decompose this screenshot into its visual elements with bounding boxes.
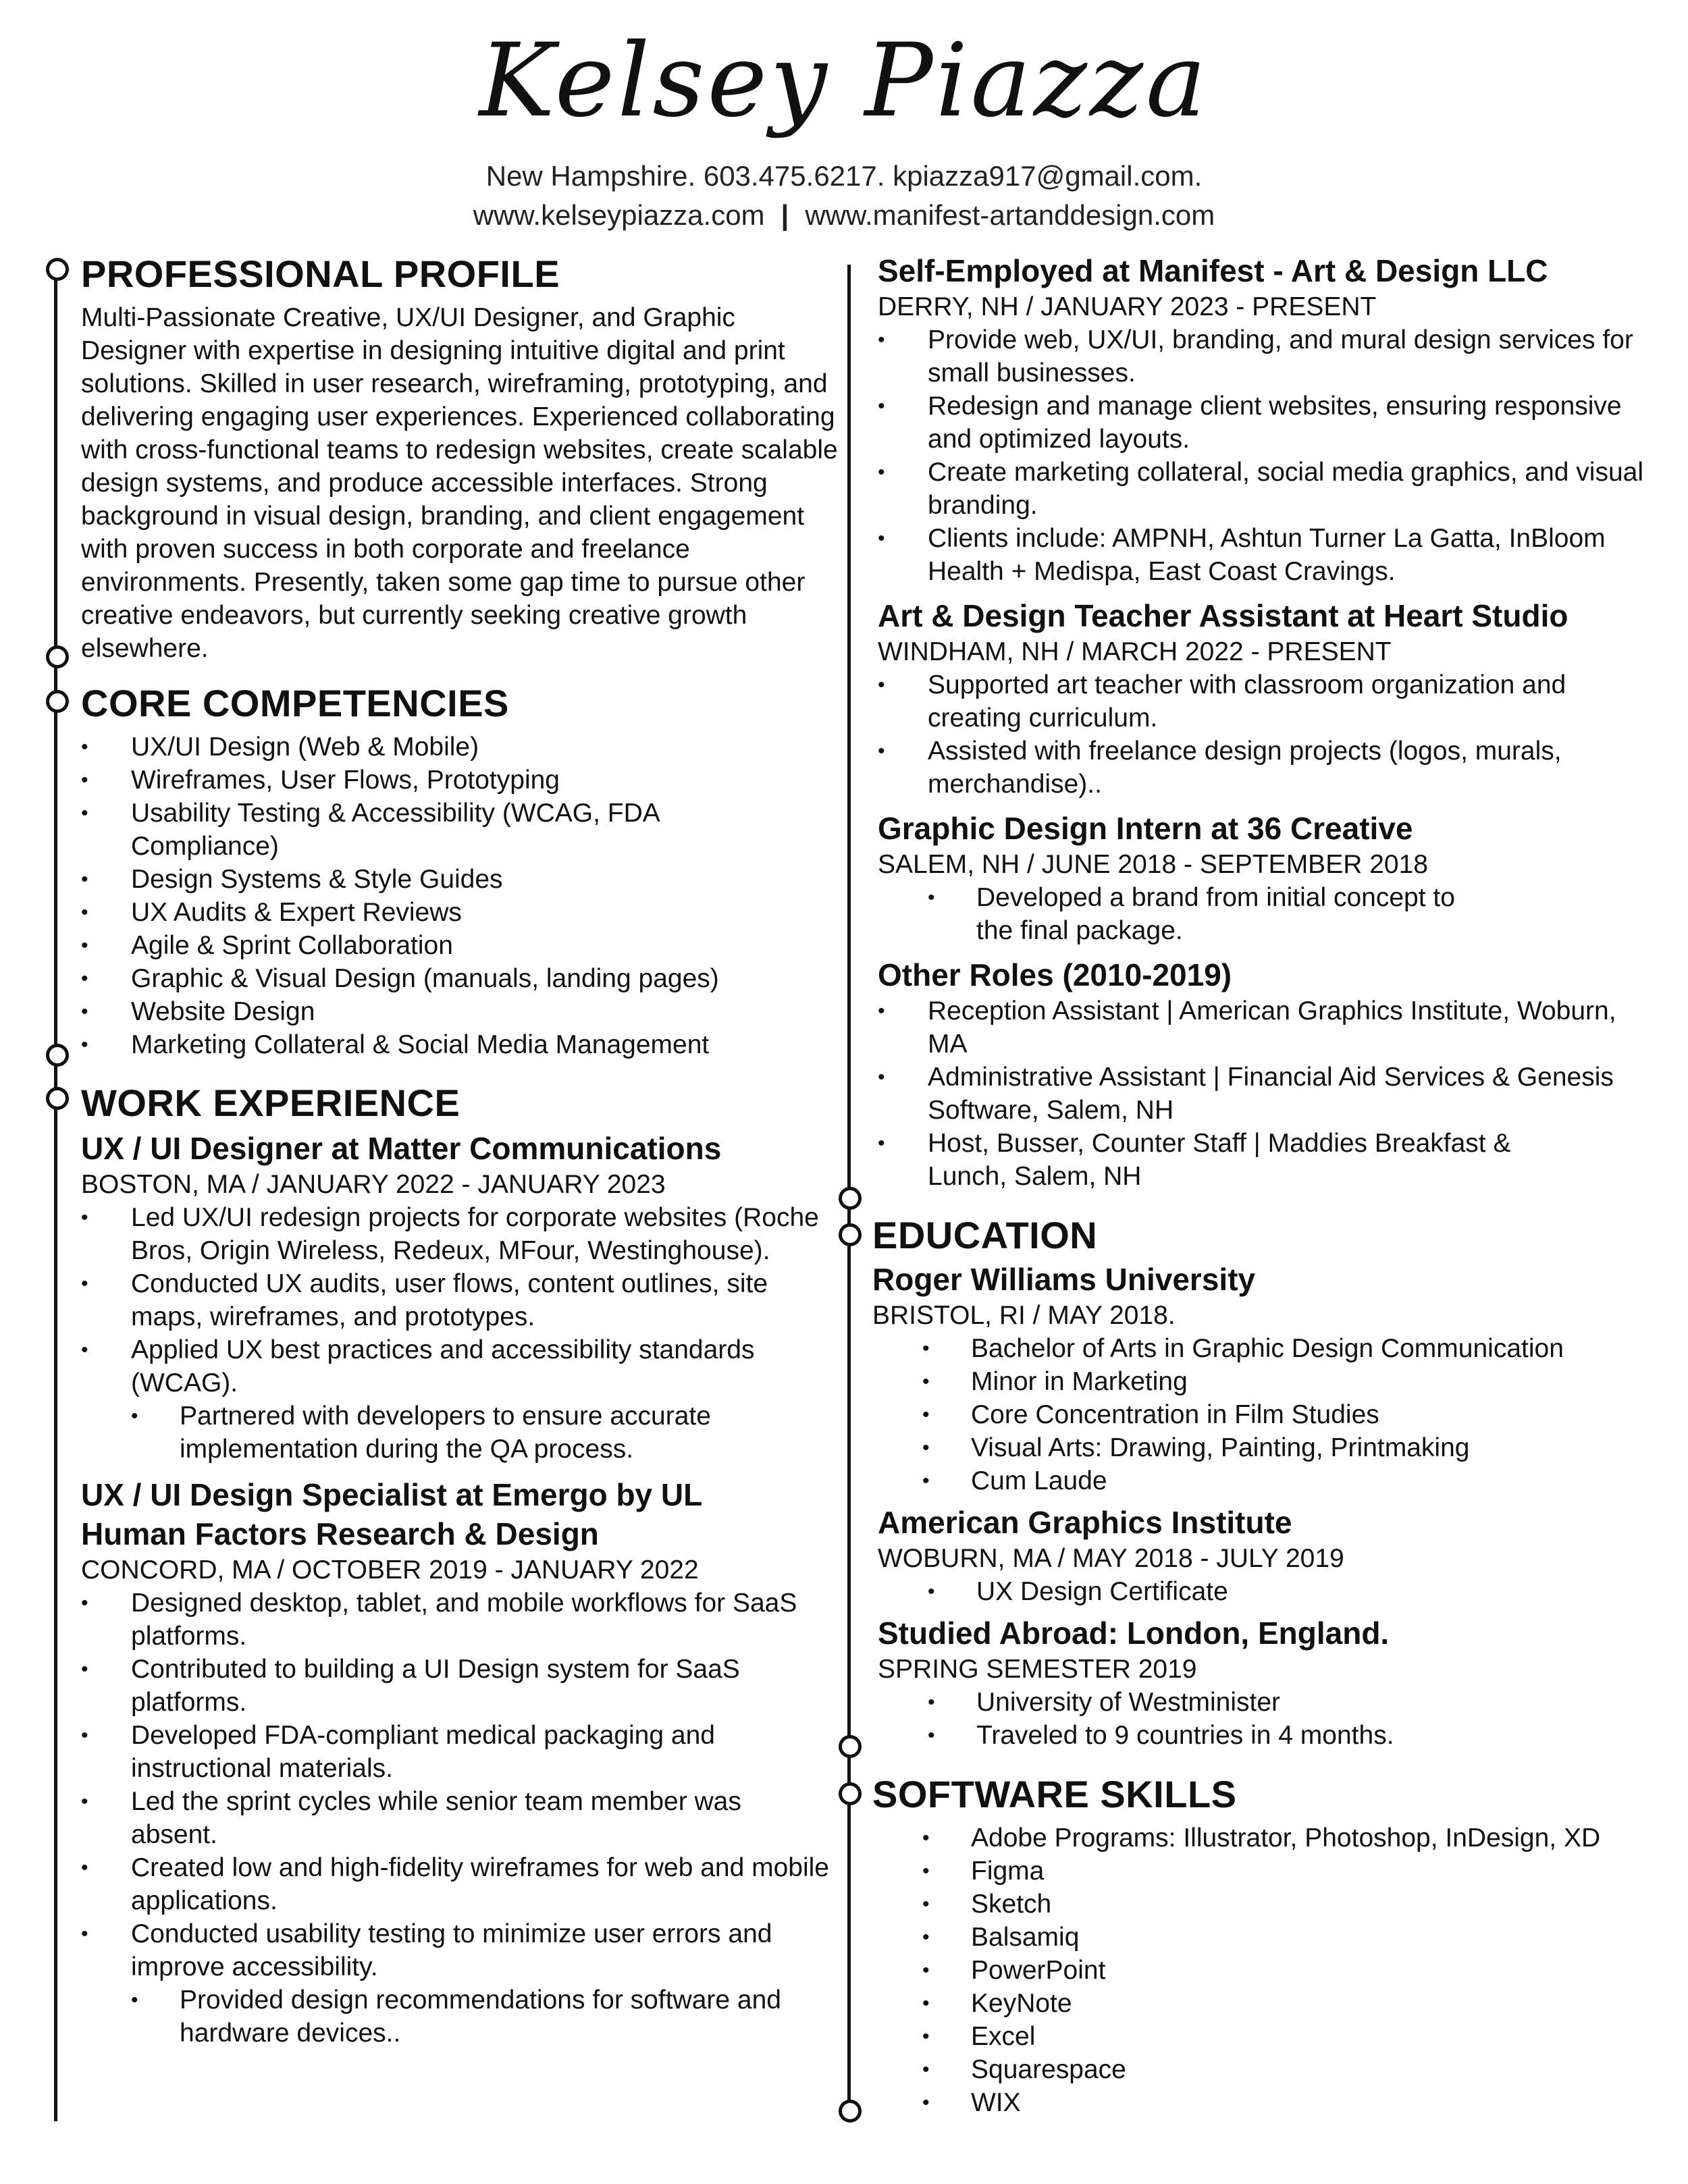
list-item: • Assisted with freelance design projects (logos, murals, merchandise)..: [878, 735, 1654, 801]
school-title: American Graphics Institute: [878, 1505, 1292, 1540]
list-item: • Wireframes, User Flows, Prototyping: [81, 764, 847, 797]
list-item: • Clients include: AMPNH, Ashtun Turner La Gatta, InBloom Health + Medispa, East Coast Cravings.: [878, 522, 1654, 588]
list-item: • Design Systems & Style Guides: [81, 863, 847, 896]
right-timeline-line: [847, 265, 851, 2101]
list-item: • Figma: [872, 1855, 1662, 1888]
list-item: • Applied UX best practices and accessibility standards (WCAG).: [81, 1333, 830, 1400]
list-item: • Designed desktop, tablet, and mobile workflows for SaaS platforms.: [81, 1587, 830, 1653]
list-item: • Create marketing collateral, social media graphics, and visual branding.: [878, 456, 1654, 522]
school-title: Roger Williams University: [872, 1262, 1256, 1297]
list-item: • Created low and high-fidelity wireframes for web and mobile applications.: [81, 1851, 830, 1917]
section-title-software: SOFTWARE SKILLS: [872, 1773, 1237, 1815]
work-section: [81, 1079, 830, 2050]
school-bullets: [878, 1686, 1662, 1752]
list-item: • WIX: [872, 2086, 1662, 2119]
section-title-profile: PROFESSIONAL PROFILE: [81, 252, 560, 295]
left-timeline-line: [54, 270, 57, 2121]
list-item: • Bachelor of Arts in Graphic Design Communication: [872, 1332, 1662, 1365]
website-separator: |: [781, 199, 789, 231]
list-item: • Visual Arts: Drawing, Painting, Printmaking: [872, 1431, 1662, 1464]
other-roles-title: Other Roles (2010-2019): [878, 957, 1232, 992]
list-item: • UX Design Certificate: [878, 1575, 1662, 1608]
list-item: • Agile & Sprint Collaboration: [81, 929, 847, 962]
timeline-node: [46, 258, 69, 281]
website-link-personal[interactable]: www.kelseypiazza.com: [473, 199, 765, 231]
job-title: UX / UI Design Specialist at Emergo by UL Human Factors Research & Design: [81, 1477, 702, 1551]
list-item: • Sketch: [872, 1888, 1662, 1921]
timeline-node: [46, 645, 69, 668]
section-title-work: WORK EXPERIENCE: [81, 1082, 460, 1124]
school-meta: BRISTOL, RI / MAY 2018.: [872, 1301, 1176, 1330]
list-item: • Usability Testing & Accessibility (WCAG, FDA Compliance): [81, 797, 698, 863]
timeline-node: [839, 1782, 862, 1805]
list-item: • Minor in Marketing: [872, 1365, 1662, 1398]
list-item: • Conducted usability testing to minimize user errors and improve accessibility.: [81, 1917, 830, 1983]
list-item: • Redesign and manage client websites, ensuring responsive and optimized layouts.: [878, 390, 1654, 456]
school-meta: WOBURN, MA / MAY 2018 - JULY 2019: [878, 1544, 1344, 1573]
job-meta: WINDHAM, NH / MARCH 2022 - PRESENT: [878, 637, 1392, 666]
experience-right-section: [878, 251, 1654, 1193]
list-item: • Balsamiq: [872, 1921, 1662, 1954]
job-bullets: [878, 881, 1654, 947]
contact-line: New Hampshire. 603.475.6217. kpiazza917@gmail.com.: [485, 160, 1203, 192]
website-link-manifest[interactable]: www.manifest-artanddesign.com: [805, 199, 1215, 231]
list-item: • Developed a brand from initial concept to the final package.: [878, 881, 1462, 947]
list-item: • Traveled to 9 countries in 4 months.: [878, 1719, 1662, 1752]
list-item: • Cum Laude: [872, 1464, 1662, 1497]
competencies-list: [81, 730, 847, 1061]
list-item: • Administrative Assistant | Financial Aid Services & Genesis Software, Salem, NH: [878, 1061, 1654, 1127]
list-item: • Marketing Collateral & Social Media Management: [81, 1028, 847, 1061]
school-title: Studied Abroad: London, England.: [878, 1616, 1390, 1651]
list-item: • Graphic & Visual Design (manuals, landing pages): [81, 962, 847, 995]
list-item: • KeyNote: [872, 1987, 1662, 2020]
list-item: • University of Westminister: [878, 1686, 1662, 1719]
job-meta: CONCORD, MA / OCTOBER 2019 - JANUARY 2022: [81, 1555, 699, 1584]
list-item: • Adobe Programs: Illustrator, Photoshop, InDesign, XD: [872, 1821, 1662, 1855]
list-item: • Developed FDA-compliant medical packaging and instructional materials.: [81, 1719, 830, 1785]
list-item: • Reception Assistant | American Graphics Institute, Woburn, MA: [878, 994, 1654, 1061]
job-title: Self-Employed at Manifest - Art & Design LLC: [878, 253, 1548, 288]
list-item: • PowerPoint: [872, 1954, 1662, 1987]
section-title-competencies: CORE COMPETENCIES: [81, 682, 509, 724]
websites-line: [0, 196, 1688, 235]
timeline-node: [839, 1735, 862, 1758]
job-title: UX / UI Designer at Matter Communications: [81, 1131, 722, 1166]
job-title: Graphic Design Intern at 36 Creative: [878, 811, 1413, 846]
timeline-node: [839, 2100, 862, 2123]
job-bullets: [878, 668, 1654, 801]
list-item: • Website Design: [81, 995, 847, 1028]
timeline-node: [46, 1044, 69, 1067]
school-bullets: [878, 1575, 1662, 1608]
list-item: • Contributed to building a UI Design system for SaaS platforms.: [81, 1653, 830, 1719]
job-bullets: [81, 1587, 830, 2050]
timeline-node: [839, 1187, 862, 1210]
education-section: [872, 1211, 1662, 1752]
list-item: • UX/UI Design (Web & Mobile): [81, 730, 847, 764]
job-meta: BOSTON, MA / JANUARY 2022 - JANUARY 2023: [81, 1170, 666, 1199]
resume-name: Kelsey Piazza: [479, 22, 1209, 140]
list-item: • Led the sprint cycles while senior team member was absent.: [81, 1785, 830, 1851]
software-list: [872, 1821, 1662, 2119]
list-item: • Conducted UX audits, user flows, content outlines, site maps, wireframes, and prototypes.: [81, 1267, 830, 1333]
profile-text: Multi-Passionate Creative, UX/UI Designer, and Graphic Designer with expertise in designing intuitive digital and print solutions. Skilled in user research, wireframing, prototyping, and delivering engaging user experiences. Experienced collaborating with cross-functional teams to redesign websites, create scalable design systems, and produce accessible interfaces. Strong background in visual design, branding, and client engagement with proven success in both corporate and freelance environments. Presently, taken some gap time to pursue other creative endeavors, but currently seeking creative growth elsewhere.: [81, 303, 838, 663]
list-item: • Host, Busser, Counter Staff | Maddies Breakfast & Lunch, Salem, NH: [878, 1127, 1549, 1193]
section-title-education: EDUCATION: [872, 1214, 1098, 1256]
list-item: • Provided design recommendations for software and hardware devices..: [81, 1983, 830, 2050]
list-item: • Supported art teacher with classroom organization and creating curriculum.: [878, 668, 1654, 735]
profile-section: [81, 250, 847, 665]
school-meta: SPRING SEMESTER 2019: [878, 1655, 1197, 1684]
list-item: • Squarespace: [872, 2053, 1662, 2086]
timeline-node: [46, 1087, 69, 1110]
list-item: • Excel: [872, 2020, 1662, 2053]
competencies-section: [81, 679, 847, 1061]
timeline-node: [46, 690, 69, 713]
timeline-node: [839, 1223, 862, 1246]
software-section: [872, 1770, 1662, 2119]
list-item: • Partnered with developers to ensure accurate implementation during the QA process.: [81, 1400, 830, 1466]
list-item: • Provide web, UX/UI, branding, and mural design services for small businesses.: [878, 323, 1654, 390]
job-meta: SALEM, NH / JUNE 2018 - SEPTEMBER 2018: [878, 850, 1428, 879]
list-item: • Core Concentration in Film Studies: [872, 1398, 1662, 1431]
other-roles-list: [878, 994, 1654, 1193]
list-item: • UX Audits & Expert Reviews: [81, 896, 847, 929]
job-title: Art & Design Teacher Assistant at Heart Studio: [878, 598, 1568, 633]
job-bullets: [878, 323, 1654, 588]
job-meta: DERRY, NH / JANUARY 2023 - PRESENT: [878, 292, 1377, 321]
list-item: • Led UX/UI redesign projects for corporate websites (Roche Bros, Origin Wireless, Redeux, MFour, Westinghouse).: [81, 1201, 830, 1267]
job-bullets: [81, 1201, 830, 1466]
school-bullets: [872, 1332, 1662, 1497]
